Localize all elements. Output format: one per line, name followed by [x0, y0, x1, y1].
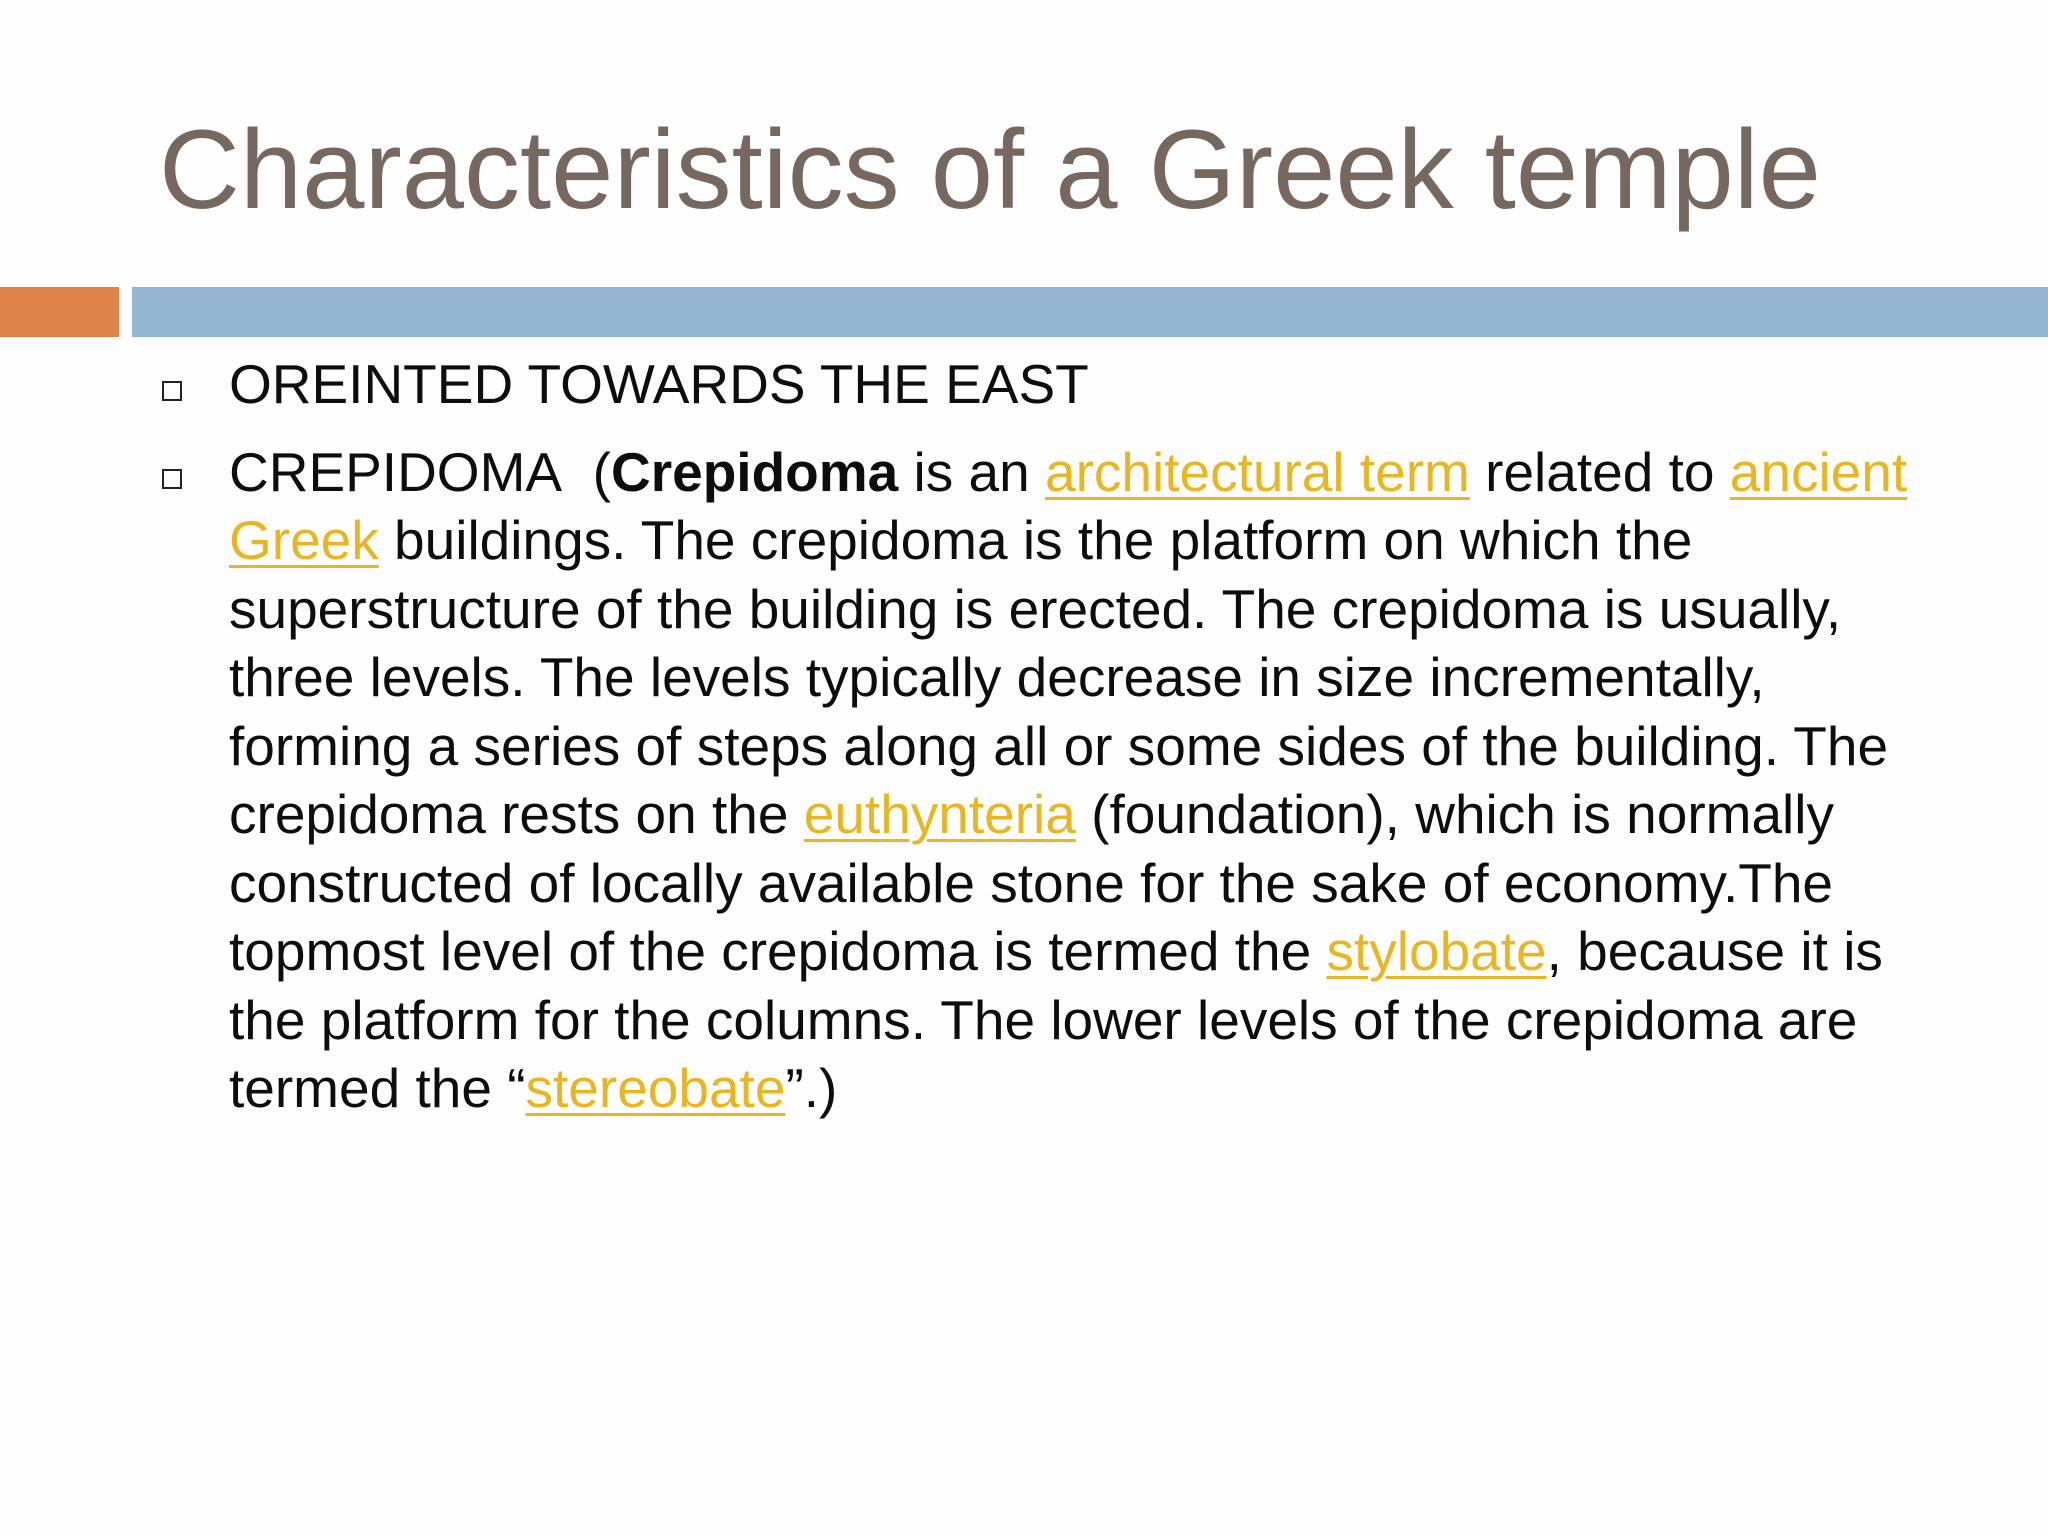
bullet-item-orientation	[158, 350, 1938, 419]
slide-title: Characteristics of a Greek temple	[159, 107, 1821, 232]
open-paren: (	[592, 440, 611, 503]
bullet-text: OREINTED TOWARDS THE EAST	[229, 353, 1089, 415]
square-bullet-icon	[162, 469, 182, 489]
bullet-item-crepidoma	[158, 438, 1938, 1123]
body-text-1: is an	[898, 440, 1046, 503]
bullet-label: CREPIDOMA	[229, 440, 563, 503]
accent-bar	[0, 287, 119, 337]
link-architectural-term[interactable]: architectural term	[1045, 440, 1470, 503]
title-divider-bar	[132, 287, 2048, 337]
square-bullet-icon	[162, 381, 182, 401]
body-text-4: (foundation), which is normally constructed of locally available stone for the sake of economy.The topmost level of the crepidoma is termed the	[229, 783, 1834, 982]
body-text-5: , because it is the platform for the columns. The lower levels of the crepidoma are termed the “	[229, 920, 1883, 1119]
link-euthynteria[interactable]: euthynteria	[803, 783, 1076, 845]
term-crepidoma: Crepidoma	[610, 440, 899, 503]
body-text-2: related to	[1469, 440, 1730, 503]
body-text-3: buildings. The crepidoma is the platform on which the superstructure of the building is erected. The crepidoma is usually, three levels. The levels typically decrease in size incrementally, forming a series of steps along all or some sides of the building. The crepidoma rests on the	[229, 509, 1889, 845]
link-stereobate[interactable]: stereobate	[525, 1057, 786, 1119]
link-stylobate[interactable]: stylobate	[1326, 920, 1547, 982]
bullet-list	[158, 350, 1938, 1123]
link-ancient-greek[interactable]: ancient Greek	[229, 440, 1908, 571]
body-text-6: ”.)	[785, 1057, 838, 1119]
